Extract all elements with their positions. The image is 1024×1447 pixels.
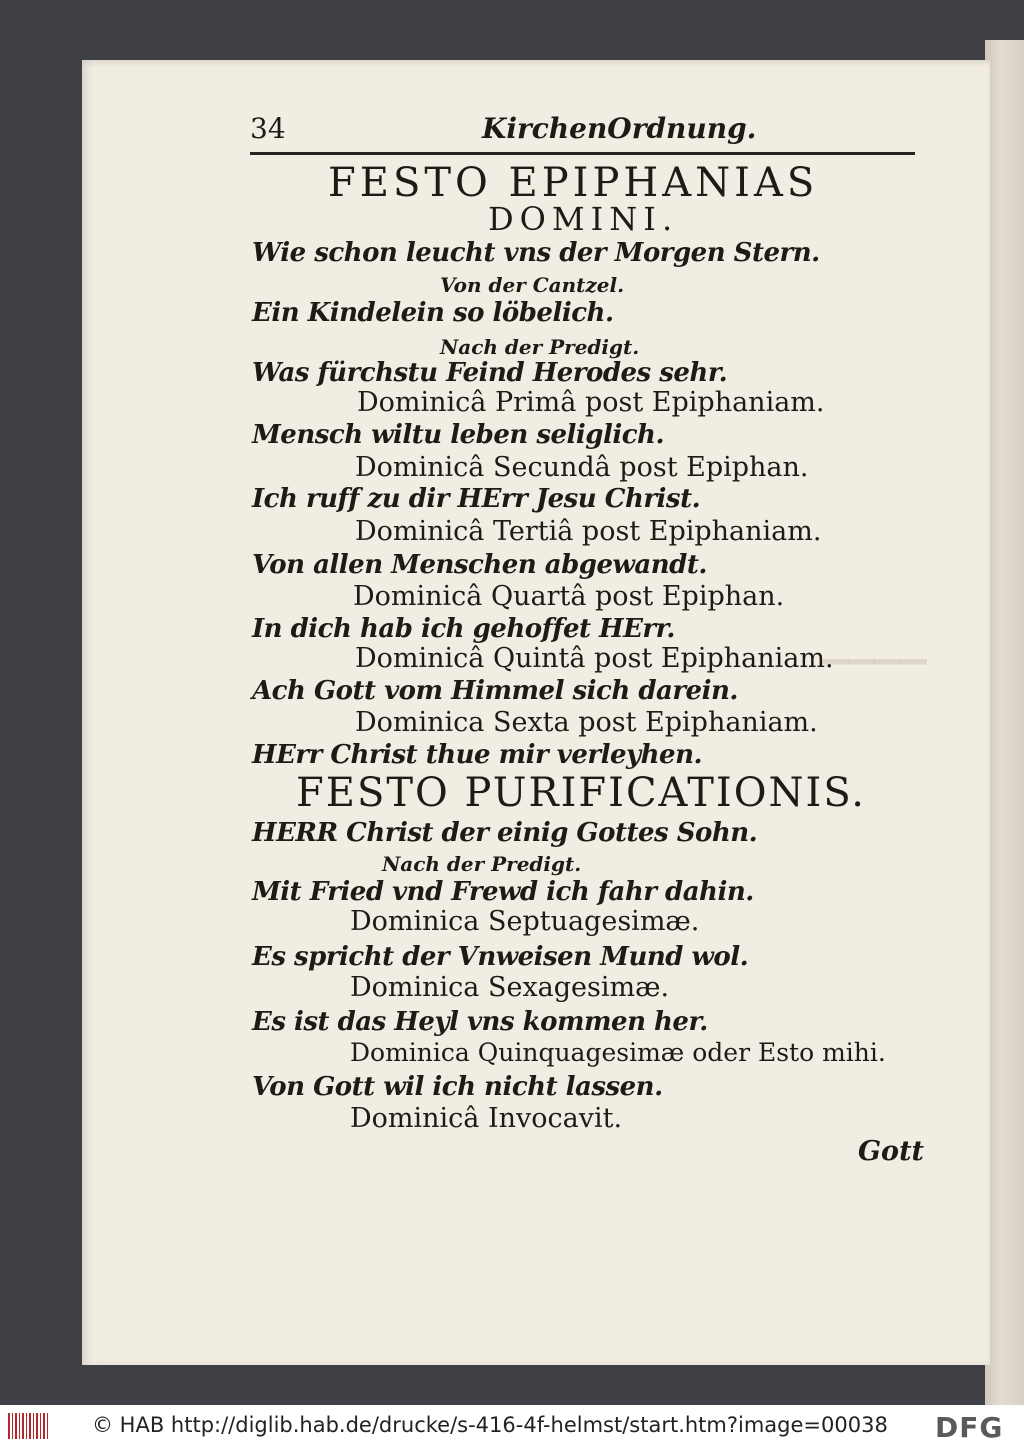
next-page-edge bbox=[985, 40, 1024, 1405]
running-head: KirchenOrdnung. bbox=[482, 112, 757, 145]
hymn-line: HERR Christ der einig Gottes Sohn. bbox=[252, 818, 758, 848]
hymn-line: Was fürchstu Feind Herodes sehr. bbox=[252, 358, 728, 388]
sunday-rubric: Dominica Septuagesimæ. bbox=[350, 906, 700, 937]
sunday-rubric: Dominica Sexta post Epiphaniam. bbox=[355, 707, 818, 738]
source-link[interactable]: © HAB http://diglib.hab.de/drucke/s-416-4f-helmst/start.htm?image=00038 bbox=[92, 1413, 888, 1437]
hymn-line: Mensch wiltu leben seliglich. bbox=[252, 420, 664, 450]
hymn-line: Wie schon leucht vns der Morgen Stern. bbox=[252, 238, 820, 268]
note-line: Von der Cantzel. bbox=[440, 273, 625, 297]
header-rule bbox=[250, 152, 915, 155]
hymn-line: Es ist das Heyl vns kommen her. bbox=[252, 1007, 708, 1037]
show-through-texture: ▔▔▔▔ bbox=[822, 660, 927, 700]
heading-domini: DOMINI. bbox=[488, 200, 679, 238]
catchword: Gott bbox=[858, 1136, 925, 1167]
sunday-rubric: Dominica Quinquagesimæ oder Esto mihi. bbox=[350, 1038, 886, 1067]
hymn-line: In dich hab ich gehoffet HErr. bbox=[252, 614, 675, 644]
viewer-footer bbox=[0, 1405, 1024, 1447]
hymn-line: HErr Christ thue mir verleyhen. bbox=[252, 740, 703, 770]
sunday-rubric: Dominicâ Secundâ post Epiphan. bbox=[355, 452, 809, 483]
hymn-line: Von Gott wil ich nicht lassen. bbox=[252, 1072, 663, 1102]
sunday-rubric: Dominicâ Primâ post Epiphaniam. bbox=[357, 387, 825, 418]
hymn-line: Ein Kindelein so löbelich. bbox=[252, 298, 614, 328]
heading-festo-epiphanias: FESTO EPIPHANIAS bbox=[328, 160, 819, 206]
heading-festo-purificationis: FESTO PURIFICATIONIS. bbox=[296, 770, 867, 816]
barcode-icon bbox=[8, 1413, 48, 1439]
sunday-rubric: Dominicâ Quintâ post Epiphaniam. bbox=[355, 643, 834, 674]
hymn-line: Es spricht der Vnweisen Mund wol. bbox=[252, 942, 749, 972]
note-line: Nach der Predigt. bbox=[382, 852, 582, 876]
sunday-rubric: Dominica Sexagesimæ. bbox=[350, 972, 670, 1003]
page-number: 34 bbox=[250, 112, 286, 145]
sunday-rubric: Dominicâ Invocavit. bbox=[350, 1103, 623, 1134]
hymn-line: Mit Fried vnd Frewd ich fahr dahin. bbox=[252, 877, 754, 907]
hymn-line: Von allen Menschen abgewandt. bbox=[252, 550, 707, 580]
sunday-rubric: Dominicâ Tertiâ post Epiphaniam. bbox=[355, 516, 822, 547]
hymn-line: Ach Gott vom Himmel sich darein. bbox=[252, 676, 738, 706]
note-line: Nach der Predigt. bbox=[440, 335, 640, 359]
sunday-rubric: Dominicâ Quartâ post Epiphan. bbox=[353, 581, 785, 612]
hymn-line: Ich ruff zu dir HErr Jesu Christ. bbox=[252, 484, 701, 514]
dfg-logo: DFG bbox=[935, 1411, 1004, 1444]
